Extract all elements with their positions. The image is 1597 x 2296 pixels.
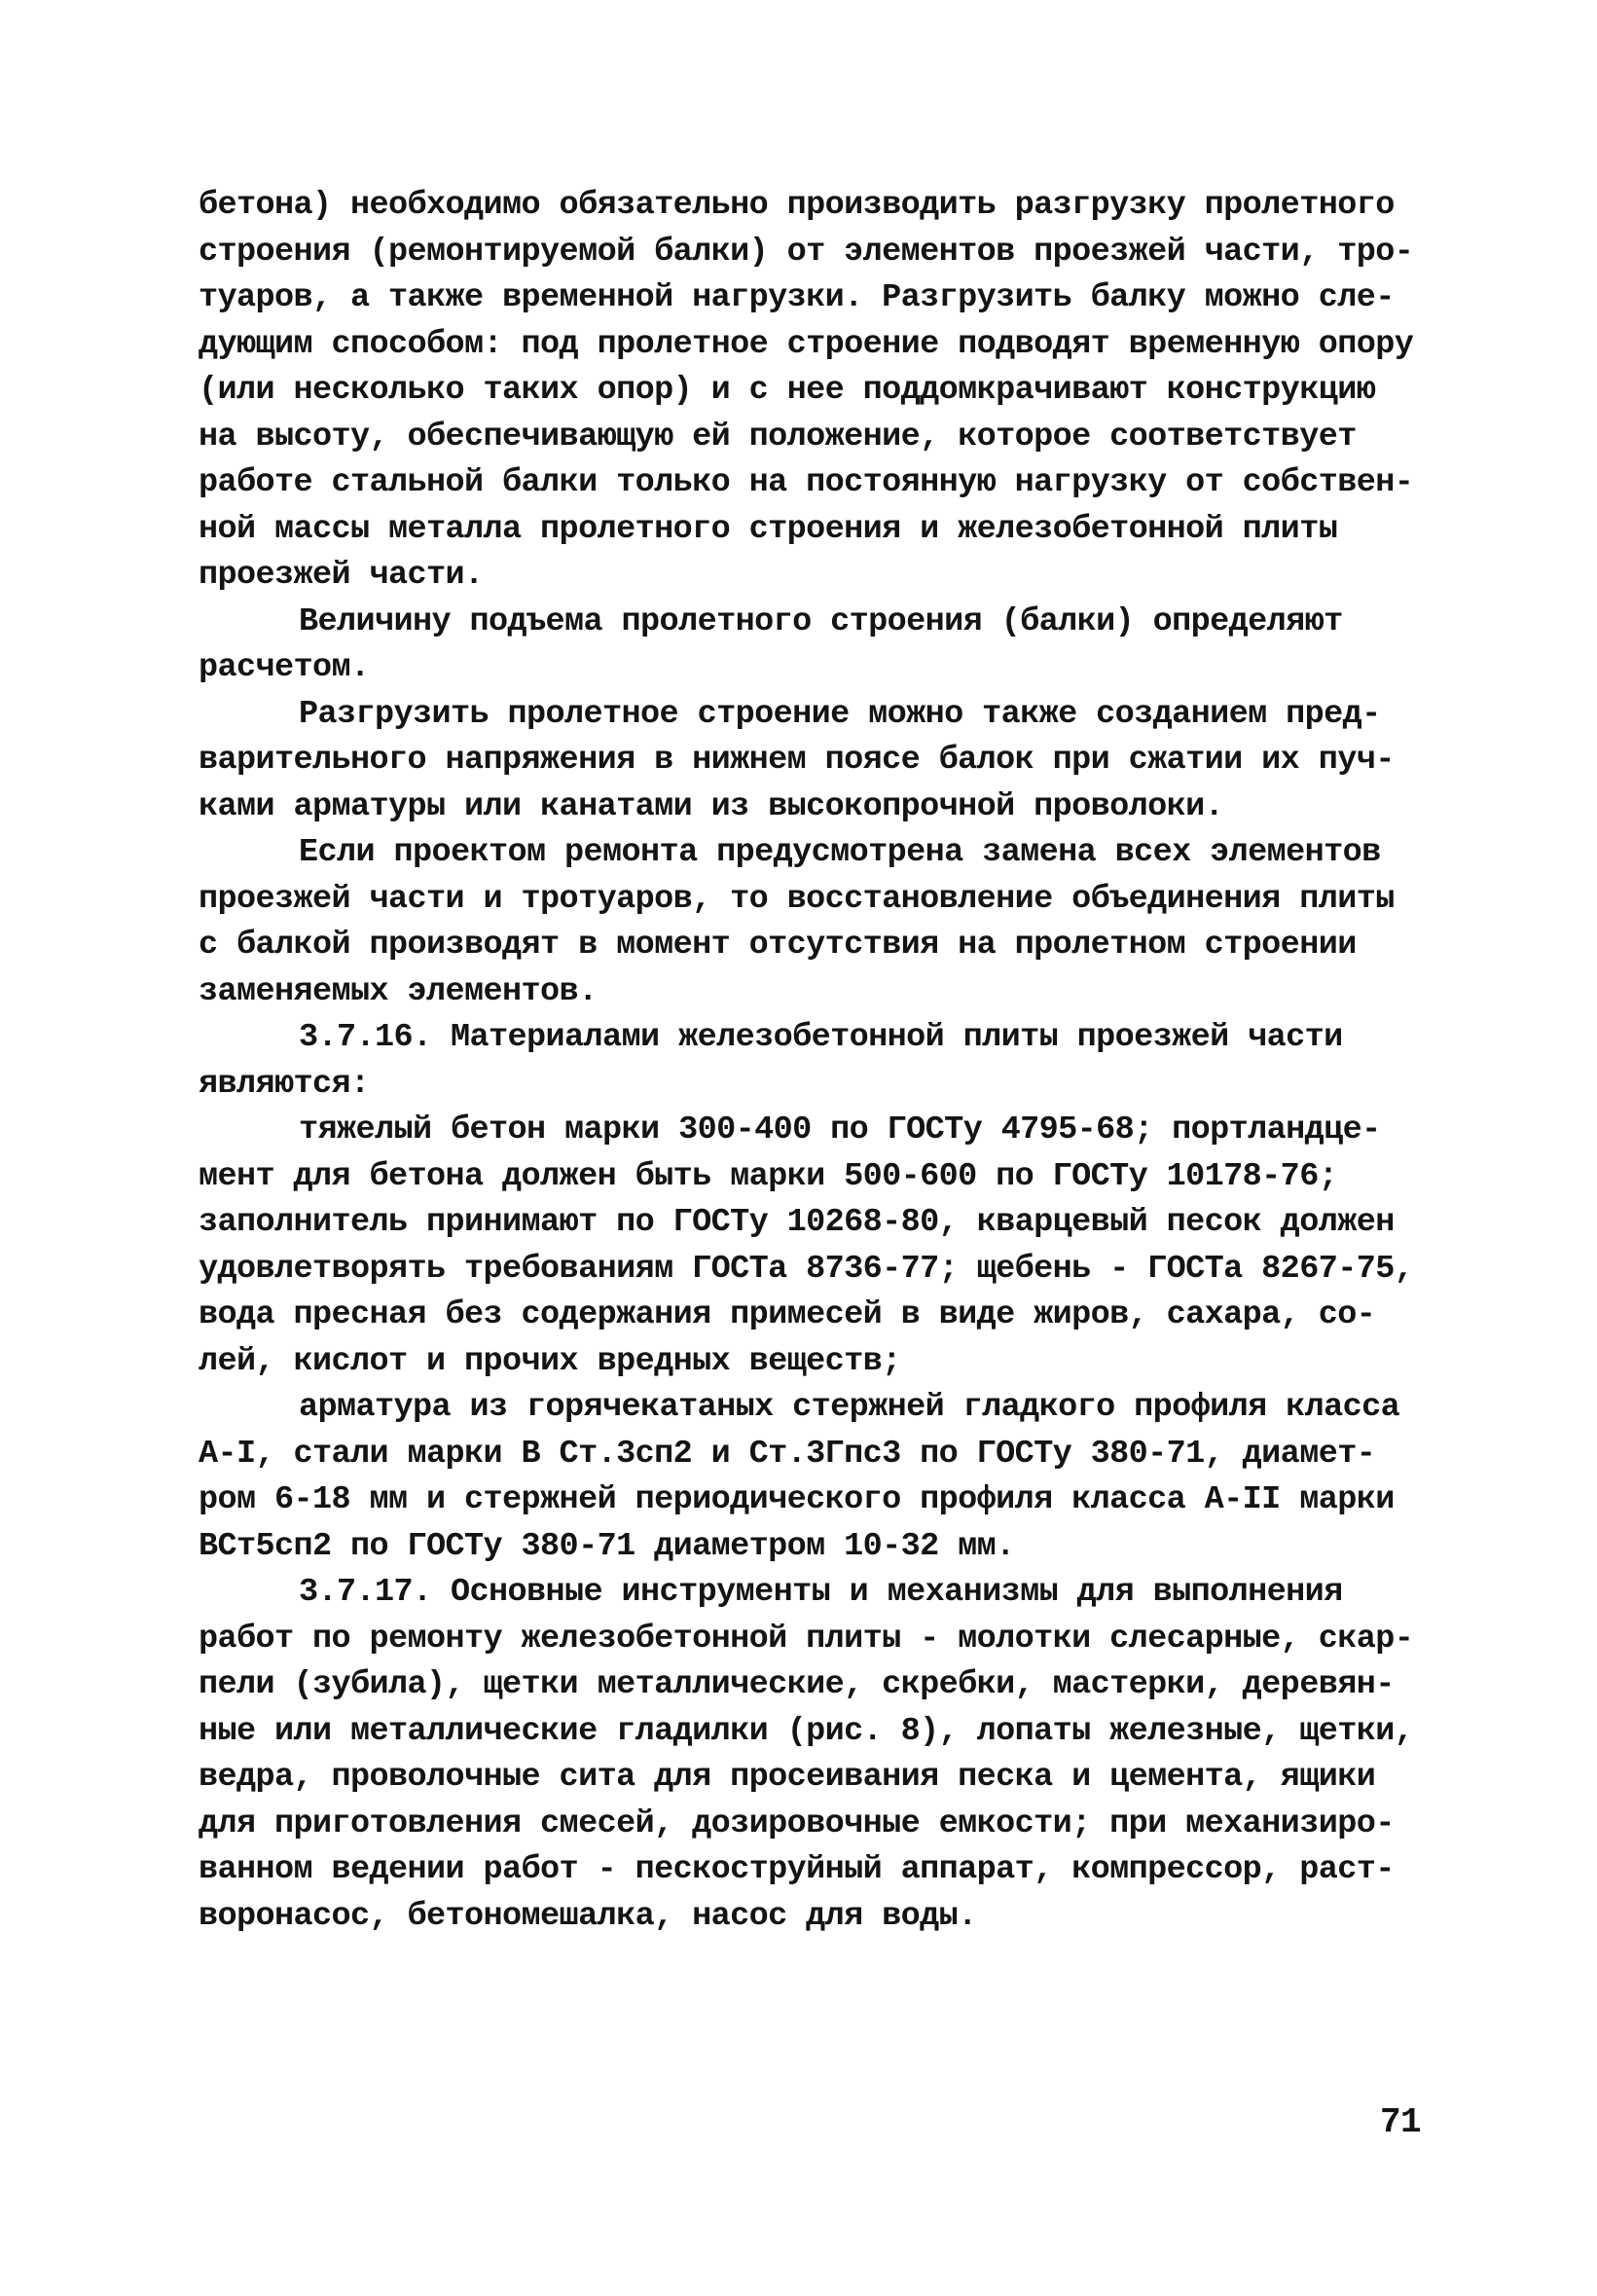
text-line: ками арматуры или канатами из высокопрочной проволоки. xyxy=(199,787,1224,825)
text-line: Если проектом ремонта предусмотрена замена всех элементов xyxy=(299,834,1381,871)
text-line: арматура из горячекатаных стержней гладкого профиля класса xyxy=(299,1389,1400,1426)
text-line: мент для бетона должен быть марки 500-600 по ГОСТу 10178-76; xyxy=(199,1157,1338,1195)
text-line: ром 6-18 мм и стержней периодического профиля класса А-II марки xyxy=(199,1481,1395,1518)
text-line: 3.7.16. Материалами железобетонной плиты проезжей части xyxy=(299,1019,1343,1056)
text-line: работ по ремонту железобетонной плиты - молотки слесарные, скар- xyxy=(199,1620,1414,1658)
text-line: тяжелый бетон марки 300-400 по ГОСТу 4795-68; портландце- xyxy=(299,1112,1381,1148)
text-line: строения (ремонтируемой балки) от элементов проезжей части, тро- xyxy=(199,233,1414,271)
text-line: туаров, а также временной нагрузки. Разгрузить балку можно сле- xyxy=(199,279,1395,316)
text-line: Величину подъема пролетного строения (балки) определяют xyxy=(299,602,1343,640)
text-line: (или несколько таких опор) и с нее поддомкрачивают конструкцию xyxy=(199,372,1376,409)
text-line: являются: xyxy=(199,1065,370,1103)
text-line: для приготовления смесей, дозировочные емкости; при механизиро- xyxy=(199,1804,1395,1842)
text-line: Разгрузить пролетное строение можно также созданием пред- xyxy=(299,695,1381,733)
text-line: проезжей части и тротуаров, то восстановление объединения плиты xyxy=(199,880,1395,918)
text-line: расчетом. xyxy=(199,649,370,686)
text-line: вода пресная без содержания примесей в виде жиров, сахара, со- xyxy=(199,1296,1376,1333)
text-line: ные или металлические гладилки (рис. 8), лопаты железные, щетки, xyxy=(199,1712,1414,1750)
page-number: 71 xyxy=(1380,2102,1422,2142)
text-line: с балкой производят в момент отсутствия на пролетном строении xyxy=(199,927,1357,964)
text-line: ведра, проволочные сита для просеивания песка и цемента, ящики xyxy=(199,1759,1376,1796)
text-line: заполнитель принимают по ГОСТу 10268-80, кварцевый песок должен xyxy=(199,1204,1395,1241)
text-line: А-I, стали марки В Ст.3сп2 и Ст.3Гпс3 по ГОСТу 380-71, диамет- xyxy=(199,1435,1376,1473)
text-line: проезжей части. xyxy=(199,557,484,594)
text-line: лей, кислот и прочих вредных веществ; xyxy=(199,1342,901,1380)
text-line: пели (зубила), щетки металлические, скребки, мастерки, деревян- xyxy=(199,1666,1395,1703)
document-body xyxy=(199,183,1473,1940)
text-line: бетона) необходимо обязательно производить разгрузку пролетного xyxy=(199,187,1395,224)
text-line: заменяемых элементов. xyxy=(199,972,598,1010)
text-line: воронасос, бетономешалка, насос для воды. xyxy=(199,1897,977,1935)
text-line: удовлетворять требованиям ГОСТа 8736-77; щебень - ГОСТа 8267-75, xyxy=(199,1250,1414,1288)
text-line: 3.7.17. Основные инструменты и механизмы для выполнения xyxy=(299,1574,1343,1611)
text-line: варительного напряжения в нижнем поясе балок при сжатии их пуч- xyxy=(199,742,1395,779)
text-line: ной массы металла пролетного строения и железобетонной плиты xyxy=(199,510,1338,548)
text-line: работе стальной балки только на постоянную нагрузку от собствен- xyxy=(199,464,1414,501)
text-line: на высоту, обеспечивающую ей положение, которое соответствует xyxy=(199,418,1357,456)
text-line: ванном ведении работ - пескоструйный аппарат, компрессор, раст- xyxy=(199,1851,1395,1888)
text-line: дующим способом: под пролетное строение подводят временную опору xyxy=(199,325,1414,363)
text-line: ВСт5сп2 по ГОСТу 380-71 диаметром 10-32 мм. xyxy=(199,1527,1015,1565)
